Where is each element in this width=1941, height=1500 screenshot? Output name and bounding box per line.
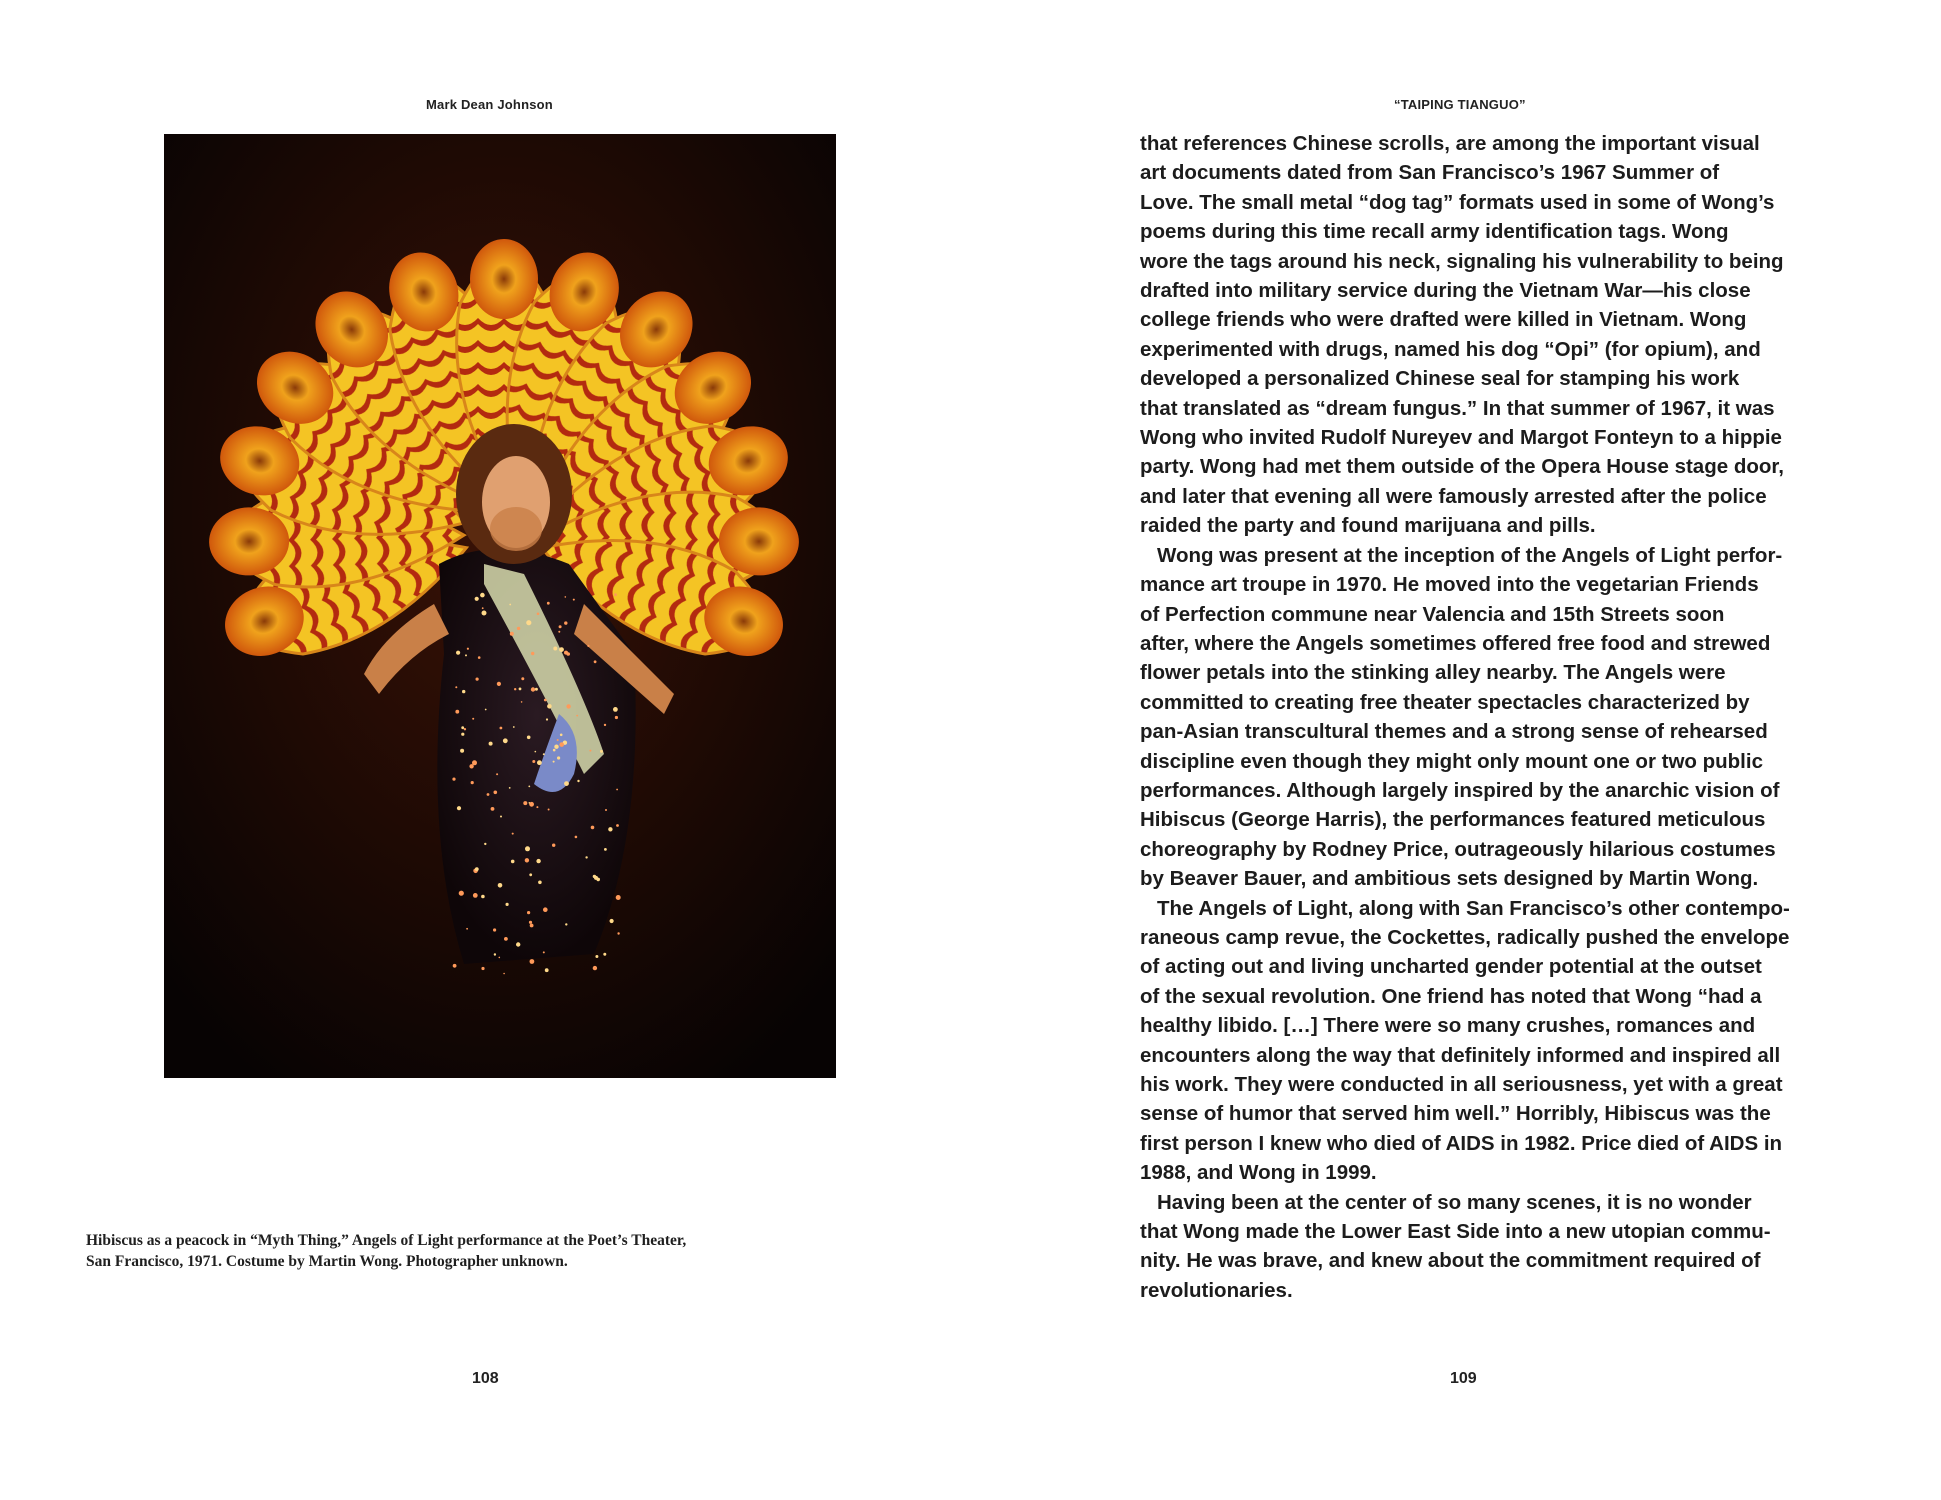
sequin-sparkle [521, 701, 523, 703]
sequin-sparkle [600, 750, 603, 753]
sequin-sparkle [557, 739, 559, 741]
sequin-sparkle [552, 844, 555, 847]
sequin-sparkle [547, 602, 550, 605]
left-page [0, 0, 970, 1500]
sequin-sparkle [464, 728, 466, 730]
sequin-sparkle [527, 736, 531, 740]
sequin-sparkle [525, 846, 530, 851]
sequin-sparkle [616, 789, 618, 791]
paragraph-start-line: Having been at the center of so many scenes, it is no wonder [1157, 1190, 1752, 1214]
sequin-sparkle [462, 690, 465, 693]
sequin-sparkle [485, 709, 487, 711]
sequin-sparkle [531, 687, 535, 691]
sequin-sparkle [497, 682, 501, 686]
sequin-sparkle [565, 596, 567, 598]
sequin-sparkle [461, 733, 464, 736]
sequin-sparkle [500, 727, 503, 730]
text-line: flower petals into the stinking alley nearby. The Angels were [1140, 661, 1726, 685]
text-line: of Perfection commune near Valencia and 15th Streets soon [1140, 602, 1725, 626]
sequin-sparkle [478, 656, 481, 659]
sequin-sparkle [546, 718, 548, 720]
sequin-sparkle [531, 652, 534, 655]
sequin-sparkle [503, 738, 508, 743]
text-line: discipline even though they might only mount one or two public [1140, 749, 1763, 773]
sequin-sparkle [545, 968, 549, 972]
text-line: of acting out and living uncharted gender potential at the outset [1140, 955, 1762, 979]
sequin-sparkle [608, 827, 612, 831]
text-line: pan-Asian transcultural themes and a strong sense of rehearsed [1140, 720, 1768, 744]
sequin-sparkle [543, 951, 545, 953]
page-number-right: 109 [1450, 1370, 1477, 1387]
sequin-sparkle [603, 953, 606, 956]
sequin-sparkle [480, 593, 485, 598]
text-line: healthy libido. […] There were so many crushes, romances and [1140, 1014, 1756, 1038]
text-line: wore the tags around his neck, signaling his vulnerability to being [1140, 249, 1784, 273]
page-number-left: 108 [472, 1370, 499, 1387]
sequin-sparkle [564, 651, 568, 655]
sequin-sparkle [482, 611, 487, 616]
sequin-sparkle [538, 881, 542, 885]
sequin-sparkle [543, 753, 545, 755]
text-line: his work. They were conducted in all seriousness, yet with a great [1140, 1073, 1783, 1096]
sequin-sparkle [528, 786, 530, 788]
sequin-sparkle [491, 807, 495, 811]
sequin-sparkle [513, 726, 515, 728]
sequin-sparkle [564, 621, 567, 624]
sequin-sparkle [605, 809, 607, 811]
sequin-sparkle [517, 627, 520, 630]
sequin-sparkle [530, 959, 535, 964]
sequin-sparkle [535, 751, 537, 753]
sequin-sparkle [457, 806, 461, 810]
sequin-sparkle [460, 749, 464, 753]
sequin-sparkle [494, 953, 496, 955]
sequin-sparkle [473, 893, 478, 898]
sequin-sparkle [535, 688, 538, 691]
sequin-sparkle [503, 973, 505, 975]
sequin-sparkle [489, 742, 493, 746]
sequin-sparkle [467, 648, 469, 650]
text-line: Love. The small metal “dog tag” formats used in some of Wong’s [1140, 190, 1775, 214]
sequin-sparkle [532, 760, 535, 763]
sequin-sparkle [557, 756, 560, 759]
text-line: Wong who invited Rudolf Nureyev and Margot Fonteyn to a hippie [1140, 426, 1782, 450]
sequin-sparkle [587, 645, 589, 647]
text-line: and later that evening all were famously arrested after the police [1140, 484, 1767, 508]
sequin-sparkle [529, 802, 531, 804]
sequin-sparkle [500, 816, 502, 818]
text-line: by Beaver Bauer, and ambitious sets designed by Martin Wong. [1140, 867, 1759, 891]
text-line: revolutionaries. [1140, 1278, 1293, 1302]
sequin-sparkle [593, 966, 597, 970]
text-line: developed a personalized Chinese seal for stamping his work [1140, 367, 1740, 391]
sequin-sparkle [577, 780, 579, 782]
sequin-sparkle [481, 967, 484, 970]
sequin-sparkle [564, 781, 569, 786]
running-head-author: Mark Dean Johnson [426, 97, 553, 112]
sequin-sparkle [613, 707, 618, 712]
sequin-sparkle [616, 824, 619, 827]
sequin-sparkle [560, 734, 563, 737]
sequin-sparkle [554, 745, 558, 749]
sequin-sparkle [510, 632, 514, 636]
sequin-sparkle [537, 613, 540, 616]
sequin-sparkle [499, 957, 501, 959]
sequin-sparkle [476, 678, 479, 681]
sequin-sparkle [475, 597, 479, 601]
sequin-sparkle [511, 860, 515, 864]
paragraph-start-line: The Angels of Light, along with San Francisco’s other contempo- [1157, 896, 1790, 920]
sequin-sparkle [530, 924, 534, 928]
text-line: of the sexual revolution. One friend has noted that Wong “had a [1140, 984, 1762, 1008]
text-line: mance art troupe in 1970. He moved into the vegetarian Friends [1140, 573, 1759, 597]
sequin-sparkle [466, 928, 468, 930]
sequin-sparkle [536, 806, 538, 808]
sequin-sparkle [455, 686, 457, 688]
sequin-sparkle [594, 876, 598, 880]
sequin-sparkle [493, 928, 496, 931]
sequin-sparkle [547, 704, 552, 709]
sequin-sparkle [553, 749, 556, 752]
sequin-sparkle [573, 599, 575, 601]
sequin-sparkle [553, 647, 557, 651]
sequin-sparkle [537, 760, 542, 765]
paragraph-start-line: Wong was present at the inception of the Angels of Light perfor- [1157, 543, 1783, 567]
text-line: that translated as “dream fungus.” In that summer of 1967, it was [1140, 396, 1775, 420]
sequin-sparkle [604, 848, 607, 851]
text-line: college friends who were drafted were killed in Vietnam. Wong [1140, 308, 1747, 332]
sequin-sparkle [523, 801, 527, 805]
sequin-sparkle [472, 718, 474, 720]
sequin-sparkle [526, 620, 531, 625]
sequin-sparkle [553, 761, 555, 763]
sequin-sparkle [456, 651, 460, 655]
sequin-sparkle [487, 793, 490, 796]
text-line: poems during this time recall army identification tags. Wong [1140, 220, 1729, 244]
text-line: that references Chinese scrolls, are among the important visual [1140, 132, 1760, 155]
text-line: committed to creating free theater spectacles characterized by [1140, 690, 1750, 714]
sequin-sparkle [559, 647, 564, 652]
text-line: that Wong made the Lower East Side into a new utopian commu- [1140, 1220, 1771, 1244]
sequin-sparkle [575, 836, 578, 839]
sequin-sparkle [566, 704, 570, 708]
sequin-sparkle [614, 593, 617, 596]
sequin-sparkle [482, 607, 484, 609]
sequin-sparkle [504, 937, 508, 941]
text-line: 1988, and Wong in 1999. [1140, 1161, 1377, 1185]
sequin-sparkle [512, 833, 514, 835]
sequin-sparkle [509, 604, 511, 606]
sequin-sparkle [461, 726, 464, 729]
sequin-sparkle [519, 688, 522, 691]
sequin-sparkle [516, 942, 520, 946]
text-line: drafted into military service during the Vietnam War—his close [1140, 279, 1751, 303]
sequin-sparkle [617, 932, 619, 934]
sequin-sparkle [543, 907, 548, 912]
sequin-sparkle [527, 911, 530, 914]
sequin-sparkle [453, 964, 457, 968]
sequin-sparkle [610, 919, 614, 923]
sequin-sparkle [465, 654, 467, 656]
peacock-costume-photo [164, 134, 836, 1078]
text-line: experimented with drugs, named his dog “Opi” (for opium), and [1140, 337, 1761, 361]
sequin-sparkle [565, 923, 567, 925]
sequin-sparkle [481, 895, 485, 899]
sequin-sparkle [529, 873, 532, 876]
sequin-sparkle [514, 688, 516, 690]
sequin-sparkle [521, 677, 524, 680]
sequin-sparkle [615, 716, 618, 719]
sequin-sparkle [509, 787, 511, 789]
text-line: after, where the Angels sometimes offered free food and strewed [1140, 631, 1771, 655]
text-line: performances. Although largely inspired by the anarchic vision of [1140, 778, 1780, 802]
caption-line: Hibiscus as a peacock in “Myth Thing,” Angels of Light performance at the Poet’s Theater, [86, 1232, 687, 1249]
sequin-sparkle [525, 858, 529, 862]
text-line: first person I knew who died of AIDS in 1982. Price died of AIDS in [1140, 1131, 1783, 1155]
text-line: party. Wong had met them outside of the Opera House stage door, [1140, 455, 1784, 479]
text-line: raneous camp revue, the Cockettes, radically pushed the envelope [1140, 925, 1790, 949]
sequin-sparkle [604, 724, 606, 726]
right-page [970, 0, 1941, 1500]
sequin-sparkle [576, 715, 578, 717]
sequin-sparkle [471, 781, 474, 784]
sequin-sparkle [559, 625, 562, 628]
photo-caption [86, 1230, 846, 1272]
sequin-sparkle [494, 791, 498, 795]
sequin-sparkle [506, 903, 509, 906]
sequin-sparkle [498, 883, 503, 888]
sequin-sparkle [544, 699, 547, 702]
sequin-sparkle [536, 859, 540, 863]
sequin-sparkle [594, 660, 597, 663]
peacock-photo-illustration [164, 134, 836, 1078]
sequin-sparkle [475, 867, 479, 871]
body-text [1140, 129, 1820, 1305]
sequin-sparkle [591, 826, 595, 830]
sequin-sparkle [559, 742, 564, 747]
sequin-sparkle [459, 891, 464, 896]
text-line: sense of humor that served him well.” Horribly, Hibiscus was the [1140, 1102, 1771, 1126]
sequin-sparkle [452, 778, 455, 781]
sequin-sparkle [589, 750, 591, 752]
sequin-sparkle [455, 710, 459, 714]
sequin-sparkle [529, 921, 532, 924]
text-line: Hibiscus (George Harris), the performances featured meticulous [1140, 808, 1766, 832]
sequin-sparkle [585, 856, 587, 858]
running-head-chapter: “TAIPING TIANGUO” [1394, 97, 1526, 112]
text-line: nity. He was brave, and knew about the commitment required of [1140, 1249, 1761, 1273]
text-line: encounters along the way that definitely informed and inspired all [1140, 1043, 1781, 1067]
sequin-sparkle [469, 764, 473, 768]
caption-line: San Francisco, 1971. Costume by Martin Wong. Photographer unknown. [86, 1253, 568, 1270]
sequin-sparkle [484, 843, 486, 845]
sequin-sparkle [595, 955, 598, 958]
text-line: art documents dated from San Francisco’s 1967 Summer of [1140, 161, 1720, 185]
sequin-sparkle [496, 773, 498, 775]
text-line: raided the party and found marijuana and pills. [1140, 514, 1596, 538]
text-line: choreography by Rodney Price, outrageously hilarious costumes [1140, 837, 1776, 861]
sequin-sparkle [548, 809, 550, 811]
sequin-sparkle [616, 895, 621, 900]
sequin-sparkle [558, 631, 560, 633]
